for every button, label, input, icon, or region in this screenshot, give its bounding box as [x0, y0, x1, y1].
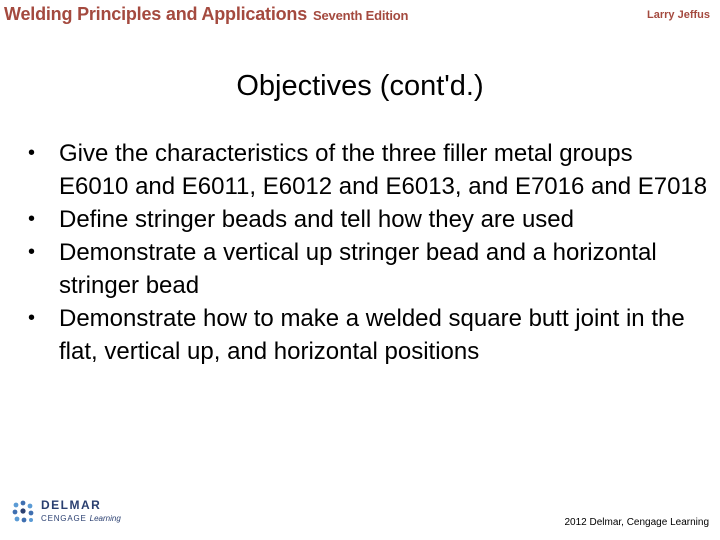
- delmar-cengage-logo-icon: [10, 499, 36, 525]
- logo-cengage-text: [41, 514, 121, 523]
- logo-cengage-word: CENGAGE: [41, 514, 87, 523]
- author-name: Larry Jeffus: [647, 9, 710, 21]
- slide-title: Objectives (cont'd.): [236, 70, 484, 102]
- publisher-logo: [10, 496, 140, 530]
- objective-item: [28, 236, 708, 302]
- bullet-icon: •: [28, 142, 36, 164]
- objective-item: [28, 203, 708, 236]
- objective-text: Define stringer beads and tell how they are used: [59, 206, 574, 233]
- objective-item: [28, 302, 708, 368]
- book-title-line: [4, 4, 408, 25]
- objective-text: Demonstrate a vertical up stringer bead and a horizontal stringer bead: [59, 239, 657, 299]
- book-title: Welding Principles and Applications: [4, 4, 308, 24]
- objective-text: Demonstrate how to make a welded square butt joint in the flat, vertical up, and horizontal positions: [59, 305, 685, 365]
- copyright-notice: 2012 Delmar, Cengage Learning: [564, 517, 709, 528]
- objectives-list: [28, 137, 708, 368]
- bullet-icon: •: [28, 208, 36, 230]
- slide-header: [0, 0, 720, 32]
- logo-learning-word: Learning: [89, 514, 121, 523]
- objective-text: Give the characteristics of the three filler metal groups E6010 and E6011, E6012 and E6013, and E7016 and E7018: [59, 140, 708, 200]
- bullet-icon: •: [28, 241, 36, 263]
- logo-delmar-text: DELMAR: [41, 498, 102, 512]
- bullet-icon: •: [28, 307, 36, 329]
- objective-item: [28, 137, 708, 203]
- edition-label: Seventh Edition: [313, 8, 409, 23]
